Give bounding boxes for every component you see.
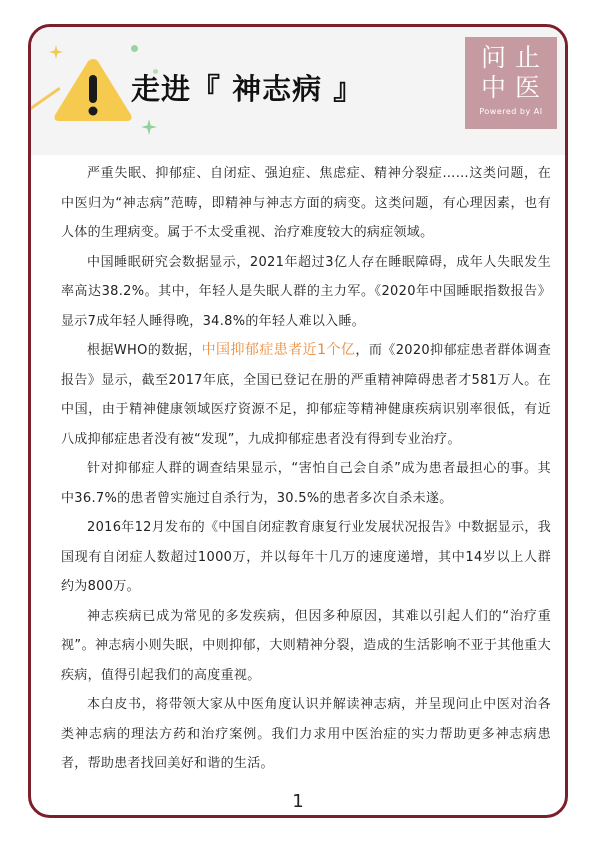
paragraph: 神志疾病已成为常见的多发疾病，但因多种原因，其难以引起人们的“治疗重视”。神志病小则失眠，中则抑郁，大则精神分裂，造成的生活影响不亚于其他重大疾病，值得引起我们的高度重视。 (61, 608, 551, 683)
decor-dot (131, 45, 138, 52)
header-banner (31, 27, 565, 155)
logo-tagline: Powered by AI (479, 107, 543, 116)
page-title: 走进『 神志病 』 (131, 72, 364, 106)
logo-line-1: 问止 (480, 43, 549, 72)
page-number: 1 (292, 791, 304, 812)
logo-line-2: 中医 (480, 73, 549, 102)
paragraph (61, 336, 551, 454)
paragraph: 本白皮书，将带领大家从中医角度认识并解读神志病，并呈现问止中医对治各类神志病的理法方药和治疗案例。我们力求用中医治症的实力帮助更多神志病患者，帮助患者找回美好和谐的生活。 (61, 697, 551, 771)
paragraph: 严重失眠、抑郁症、自闭症、强迫症、焦虑症、精神分裂症……这类问题，在中医归为“神志病”范畴，即精神与神志方面的病变。这类问题，有心理因素，也有人体的生理病变。属于不太受重视、治疗难度较大的病症领域。 (61, 166, 551, 240)
sparkle-icon (141, 119, 157, 135)
paragraph-text: ，而《2020抑郁症患者群体调查报告》显示，截至2017年底，全国已登记在册的严重精神障碍患者才581万人。在中国，由于精神健康领域医疗资源不足，抑郁症等精神健康疾病识别率很低，有近八成抑郁症患者没有被“发现”，九成抑郁症患者没有得到专业治疗。 (61, 343, 551, 447)
page-frame (28, 24, 568, 818)
warning-icon (51, 55, 135, 123)
paragraph: 2016年12月发布的《中国自闭症教育康复行业发展状况报告》中数据显示，我国现有自闭症人数超过1000万，并以每年十几万的速度递增，其中14岁以上人群约为800万。 (61, 520, 551, 594)
paragraph: 中国睡眠研究会数据显示，2021年超过3亿人存在睡眠障碍，成年人失眠发生率高达38.2%。其中，年轻人是失眠人群的主力军。《2020年中国睡眠指数报告》显示7成年轻人睡得晚，34.8%的年轻人难以入睡。 (61, 254, 551, 329)
paragraph: 针对抑郁症人群的调查结果显示，“害怕自己会自杀”成为患者最担心的事。其中36.7%的患者曾实施过自杀行为，30.5%的患者多次自杀未遂。 (61, 461, 551, 506)
article-body (61, 159, 551, 779)
brand-logo (465, 37, 557, 129)
paragraph-text: 根据WHO的数据， (87, 343, 202, 358)
highlighted-statistic: 中国抑郁症患者近1个亿 (201, 342, 356, 358)
